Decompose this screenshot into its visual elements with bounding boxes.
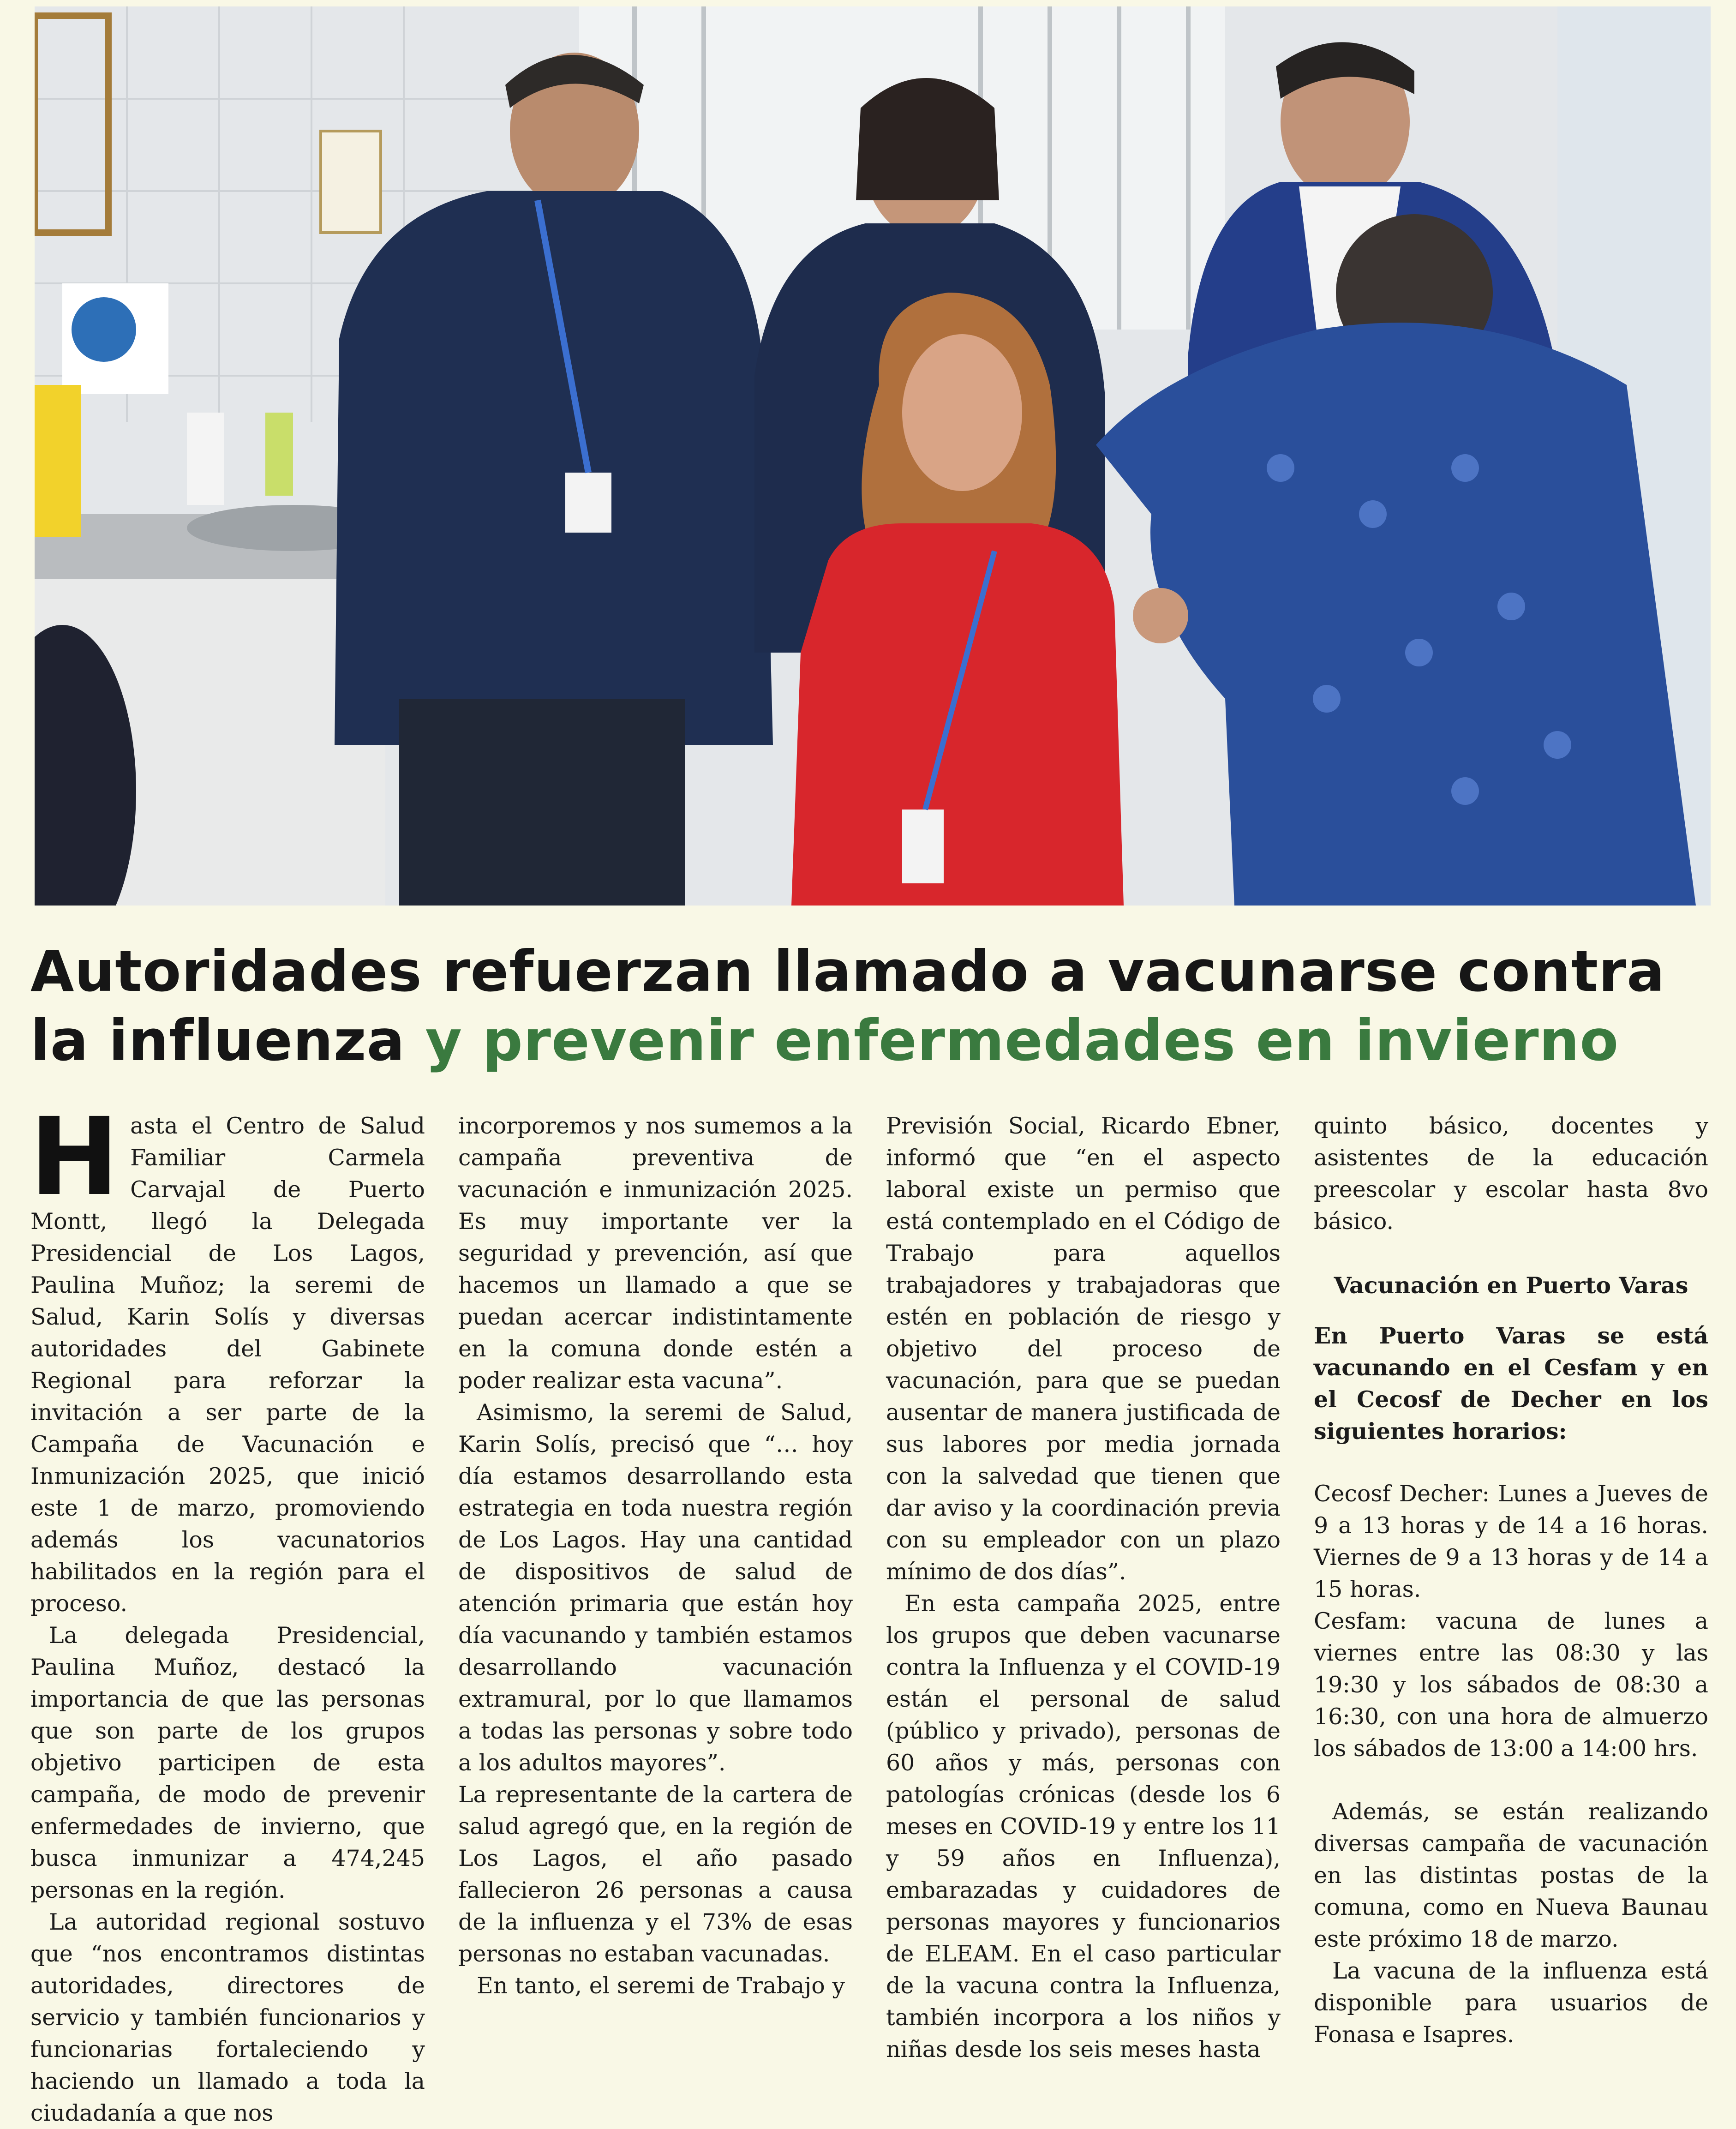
headline-part2: y prevenir enfermedades en invierno xyxy=(425,1008,1619,1073)
article-body xyxy=(30,1095,1710,2126)
drop-cap: H xyxy=(30,1095,120,1219)
paragraph: Previsión Social, Ricardo Ebner, informó que “en el aspecto laboral existe un permiso que está contemplado en el Código de Trabajo para aquellos trabajadores y trabajadoras que estén en población de riesgo y objetivo del proceso de vacunación, para que se puedan ausentar de manera justificada de sus labores por media jornada con la salvedad que tienen que dar aviso y la coordinación previa con su empleador con un plazo mínimo de dos días”. xyxy=(886,1113,1281,1585)
paragraph: En tanto, el seremi de Trabajo y xyxy=(477,1973,845,1999)
paragraph: En esta campaña 2025, entre los grupos que deben vacunarse contra la Influenza y el COVID-19 están el personal de salud (público y privado), personas de 60 años y más, personas con patologías crónicas (desde los 6 meses en COVID-19 y entre los 11 y 59 años en Influenza), embarazadas y cuidadores de personas mayores y funcionarios de ELEAM. En el caso particular de la vacuna contra la Influenza, también incorpora a los niños y niñas desde los seis meses hasta xyxy=(886,1590,1281,2063)
section-subhead: Vacunación en Puerto Varas xyxy=(1334,1272,1688,1299)
paragraph: La vacuna de la influenza está disponible para usuarios de Fonasa e Isapres. xyxy=(1314,1958,1708,2048)
paragraph: incorporemos y nos sumemos a la campaña preventiva de vacunación e inmunización 2025. Es muy importante ver la seguridad y prevención, así que hacemos un llamado a que se puedan acercar indistintamente en la comuna donde estén a poder realizar esta vacuna”. xyxy=(458,1113,853,1394)
column-3 xyxy=(886,1110,1281,2065)
spacer xyxy=(1314,1764,1708,1796)
paragraph: La autoridad regional sostuvo que “nos encontramos distintas autoridades, directores de servicio y también funcionarios y funcionarias fortaleciendo y haciendo un llamado a toda la ciudadanía a que nos xyxy=(30,1909,425,2126)
photo-vaccination-scene-icon xyxy=(35,6,1711,906)
column-2 xyxy=(458,1110,853,2002)
paragraph: Cesfam: vacuna de lunes a viernes entre las 08:30 y las 19:30 y los sábados de 08:30 a 16:30, con una hora de almuerzo los sábados de 13:00 a 14:00 hrs. xyxy=(1314,1608,1708,1762)
article-photo xyxy=(35,6,1711,906)
paragraph: En Puerto Varas se está vacunando en el Cesfam y en el Cecosf de Decher en los siguientes horarios: xyxy=(1314,1322,1708,1445)
column-1 xyxy=(30,1095,425,2129)
paragraph: Además, se están realizando diversas campaña de vacunación en las distintas postas de la comuna, como en Nueva Baunau este próximo 18 de marzo. xyxy=(1314,1799,1708,1952)
headline-part1: Autoridades refuerzan llamado a vacunarse contra la influenza xyxy=(30,939,1665,1073)
paragraph: quinto básico, docentes y asistentes de la educación preescolar y escolar hasta 8vo básico. xyxy=(1314,1113,1708,1235)
paragraph: La representante de la cartera de salud agregó que, en la región de Los Lagos, el año pasado fallecieron 26 personas a causa de la influenza y el 73% de esas personas no estaban vacunadas. xyxy=(458,1781,853,1967)
paragraph: Cecosf Decher: Lunes a Jueves de 9 a 13 horas y de 14 a 16 horas. Viernes de 9 a 13 horas y de 14 a 15 horas. xyxy=(1314,1481,1708,1602)
paragraph: La delegada Presidencial, Paulina Muñoz, destacó la importancia de que las personas que son parte de los grupos objetivo participen de esta campaña, de modo de prevenir enfermedades de invierno, que busca inmunizar a 474,245 personas en la región. xyxy=(30,1622,425,1903)
column-4 xyxy=(1314,1110,1708,2051)
paragraph: Asimismo, la seremi de Salud, Karin Solís, precisó que “… hoy día estamos desarrollando esta estrategia en toda nuestra región de Los Lagos. Hay una cantidad de dispositivos de salud de atención primaria que están hoy día vacunando y también estamos desarrollando vacunación extramural, por lo que llamamos a todas las personas y sobre todo a los adultos mayores”. xyxy=(458,1399,853,1776)
headline xyxy=(30,937,1710,1075)
paragraph: Hasta el Centro de Salud Familiar Carmela Carvajal de Puerto Montt, llegó la Delegada Presidencial de Los Lagos, Paulina Muñoz; la seremi de Salud, Karin Solís y diversas autoridades del Gabinete Regional para reforzar la invitación a ser parte de la Campaña de Vacunación e Inmunización 2025, que inició este 1 de marzo, promoviendo además los vacunatorios habilitados en la región para el proceso. xyxy=(30,1095,425,1617)
